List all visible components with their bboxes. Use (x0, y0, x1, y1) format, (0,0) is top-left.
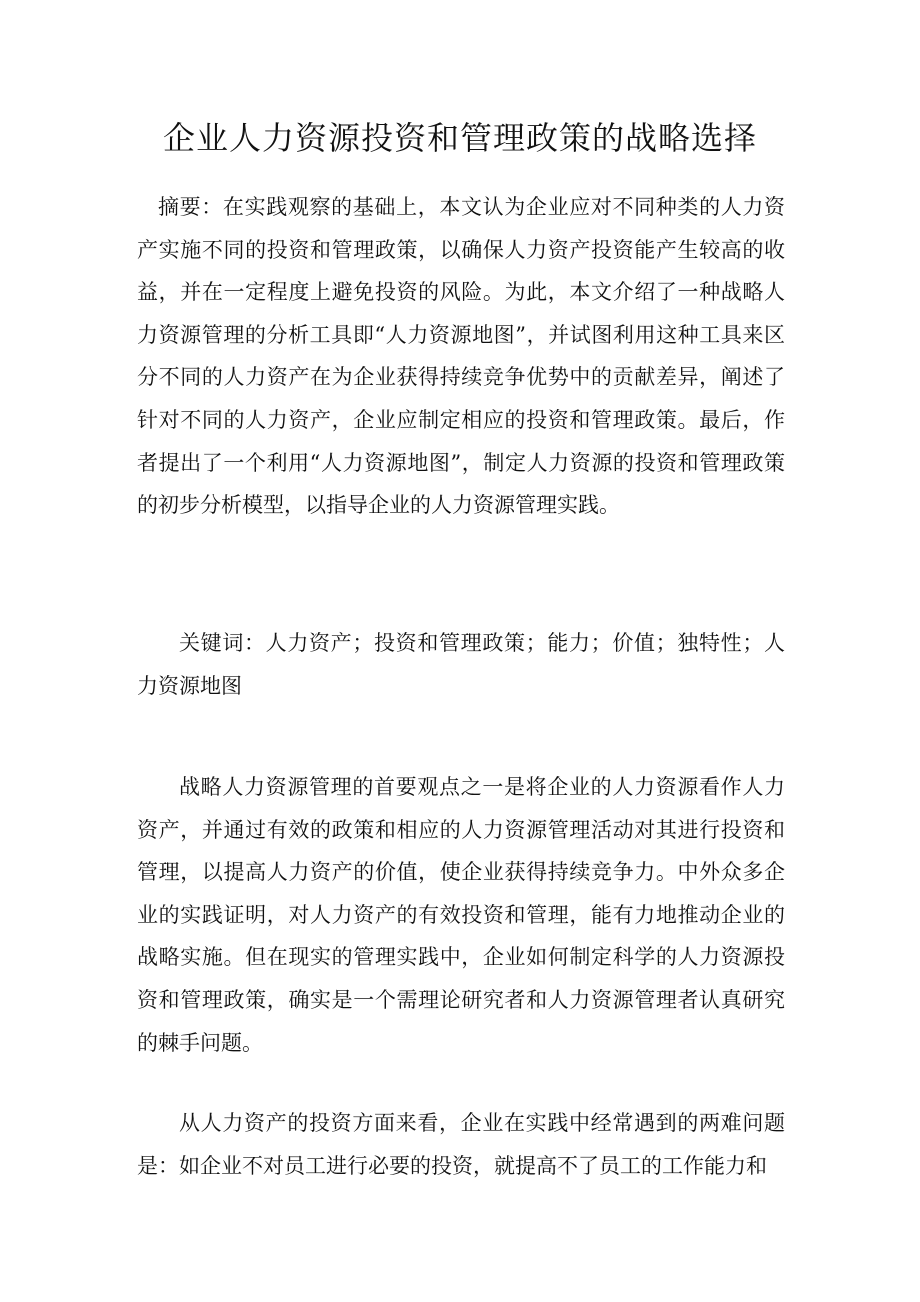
body-paragraph: 战略人力资源管理的首要观点之一是将企业的人力资源看作人力资产，并通过有效的政策和相应的人力资源管理活动对其进行投资和管理，以提高人力资产的价值，使企业获得持续竞争力。中外众多企业的实践证明，对人力资产的有效投资和管理，能有力地推动企业的战略实施。但在现实的管理实践中，企业如何制定科学的人力资源投资和管理政策，确实是一个需理论研究者和人力资源管理者认真研究的棘手问题。 (137, 775, 785, 1055)
document-title: 企业人力资源投资和管理政策的战略选择 (162, 119, 757, 157)
abstract-paragraph: 摘要：在实践观察的基础上，本文认为企业应对不同种类的人力资产实施不同的投资和管理政策，以确保人力资产投资能产生较高的收益，并在一定程度上避免投资的风险。为此，本文介绍了一种战略人力资源管理的分析工具即“人力资源地图”，并试图利用这种工具来区分不同的人力资产在为企业获得持续竞争优势中的贡献差异，阐述了针对不同的人力资产，企业应制定相应的投资和管理政策。最后，作者提出了一个利用“人力资源地图”，制定人力资源的投资和管理政策的初步分析模型，以指导企业的人力资源管理实践。 (137, 195, 785, 518)
keywords-paragraph: 关键词：人力资产；投资和管理政策；能力；价值；独特性；人力资源地图 (137, 631, 785, 698)
body-paragraph: 从人力资产的投资方面来看，企业在实践中经常遇到的两难问题是：如企业不对员工进行必要的投资，就提高不了员工的工作能力和 (137, 1111, 785, 1178)
